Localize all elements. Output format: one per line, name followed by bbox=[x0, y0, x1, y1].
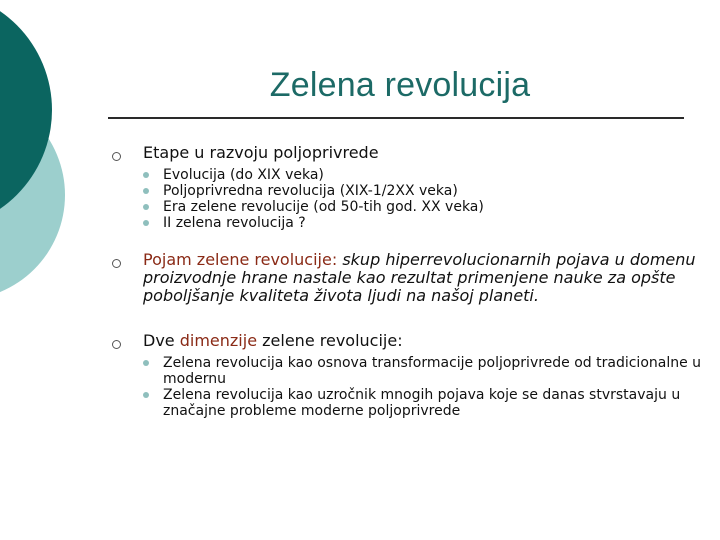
sub-item-text: II zelena revolucija ? bbox=[163, 215, 306, 231]
sub-item-poljoprivredna-revolucija bbox=[143, 183, 702, 199]
dot-bullet-icon bbox=[143, 360, 149, 366]
sub-item-text: Era zelene revolucije (od 50-tih god. XX veka) bbox=[163, 199, 484, 215]
dot-bullet-icon bbox=[143, 392, 149, 398]
sub-item-uzrocnik-pojava bbox=[143, 387, 702, 419]
sub-item-ii-zelena-revolucija bbox=[143, 215, 702, 231]
dimenzije-prefix: Dve bbox=[143, 331, 175, 350]
pojam-definition: skup hiperrevolucionarnih pojava u domenu proizvodnje hrane nastale kao rezultat primenjene nauke za opšte poboljšanje kvaliteta života ljudi na našoj planeti. bbox=[143, 250, 696, 305]
dot-bullet-icon bbox=[143, 220, 149, 226]
sub-item-osnova-transformacije bbox=[143, 355, 702, 387]
bullet-pojam-text bbox=[143, 251, 702, 305]
dot-bullet-icon bbox=[143, 172, 149, 178]
dot-bullet-icon bbox=[143, 188, 149, 194]
bullet-etape-text: Etape u razvoju poljoprivrede bbox=[143, 143, 379, 162]
hollow-bullet-icon bbox=[112, 340, 121, 349]
bullet-dimenzije-text bbox=[143, 332, 702, 350]
dimenzije-sublist bbox=[112, 355, 702, 419]
bullet-pojam bbox=[112, 251, 702, 305]
slide-title: Zelena revolucija bbox=[269, 66, 531, 104]
sub-item-text: Poljoprivredna revolucija (XIX-1/2XX veka) bbox=[163, 183, 458, 199]
sub-item-era-zelene-revolucije bbox=[143, 199, 702, 215]
hollow-bullet-icon bbox=[112, 152, 121, 161]
bullet-dimenzije bbox=[112, 332, 702, 350]
title-divider bbox=[108, 117, 684, 119]
sub-item-text: Zelena revolucija kao uzročnik mnogih pojava koje se danas stvrstavaju u značajne probleme moderne poljoprivrede bbox=[163, 387, 681, 419]
slide-content bbox=[112, 144, 702, 419]
sub-item-text: Zelena revolucija kao osnova transformacije poljoprivrede od tradicionalne u modernu bbox=[163, 355, 702, 387]
etape-sublist bbox=[112, 167, 702, 231]
sub-item-evolucija bbox=[143, 167, 702, 183]
dimenzije-suffix: zelene revolucije: bbox=[262, 331, 403, 350]
pojam-term: Pojam zelene revolucije: bbox=[143, 250, 338, 269]
sub-item-text: Evolucija (do XIX veka) bbox=[163, 167, 324, 183]
bullet-etape bbox=[112, 144, 702, 162]
dot-bullet-icon bbox=[143, 204, 149, 210]
dimenzije-highlight: dimenzije bbox=[179, 331, 258, 350]
hollow-bullet-icon bbox=[112, 259, 121, 268]
